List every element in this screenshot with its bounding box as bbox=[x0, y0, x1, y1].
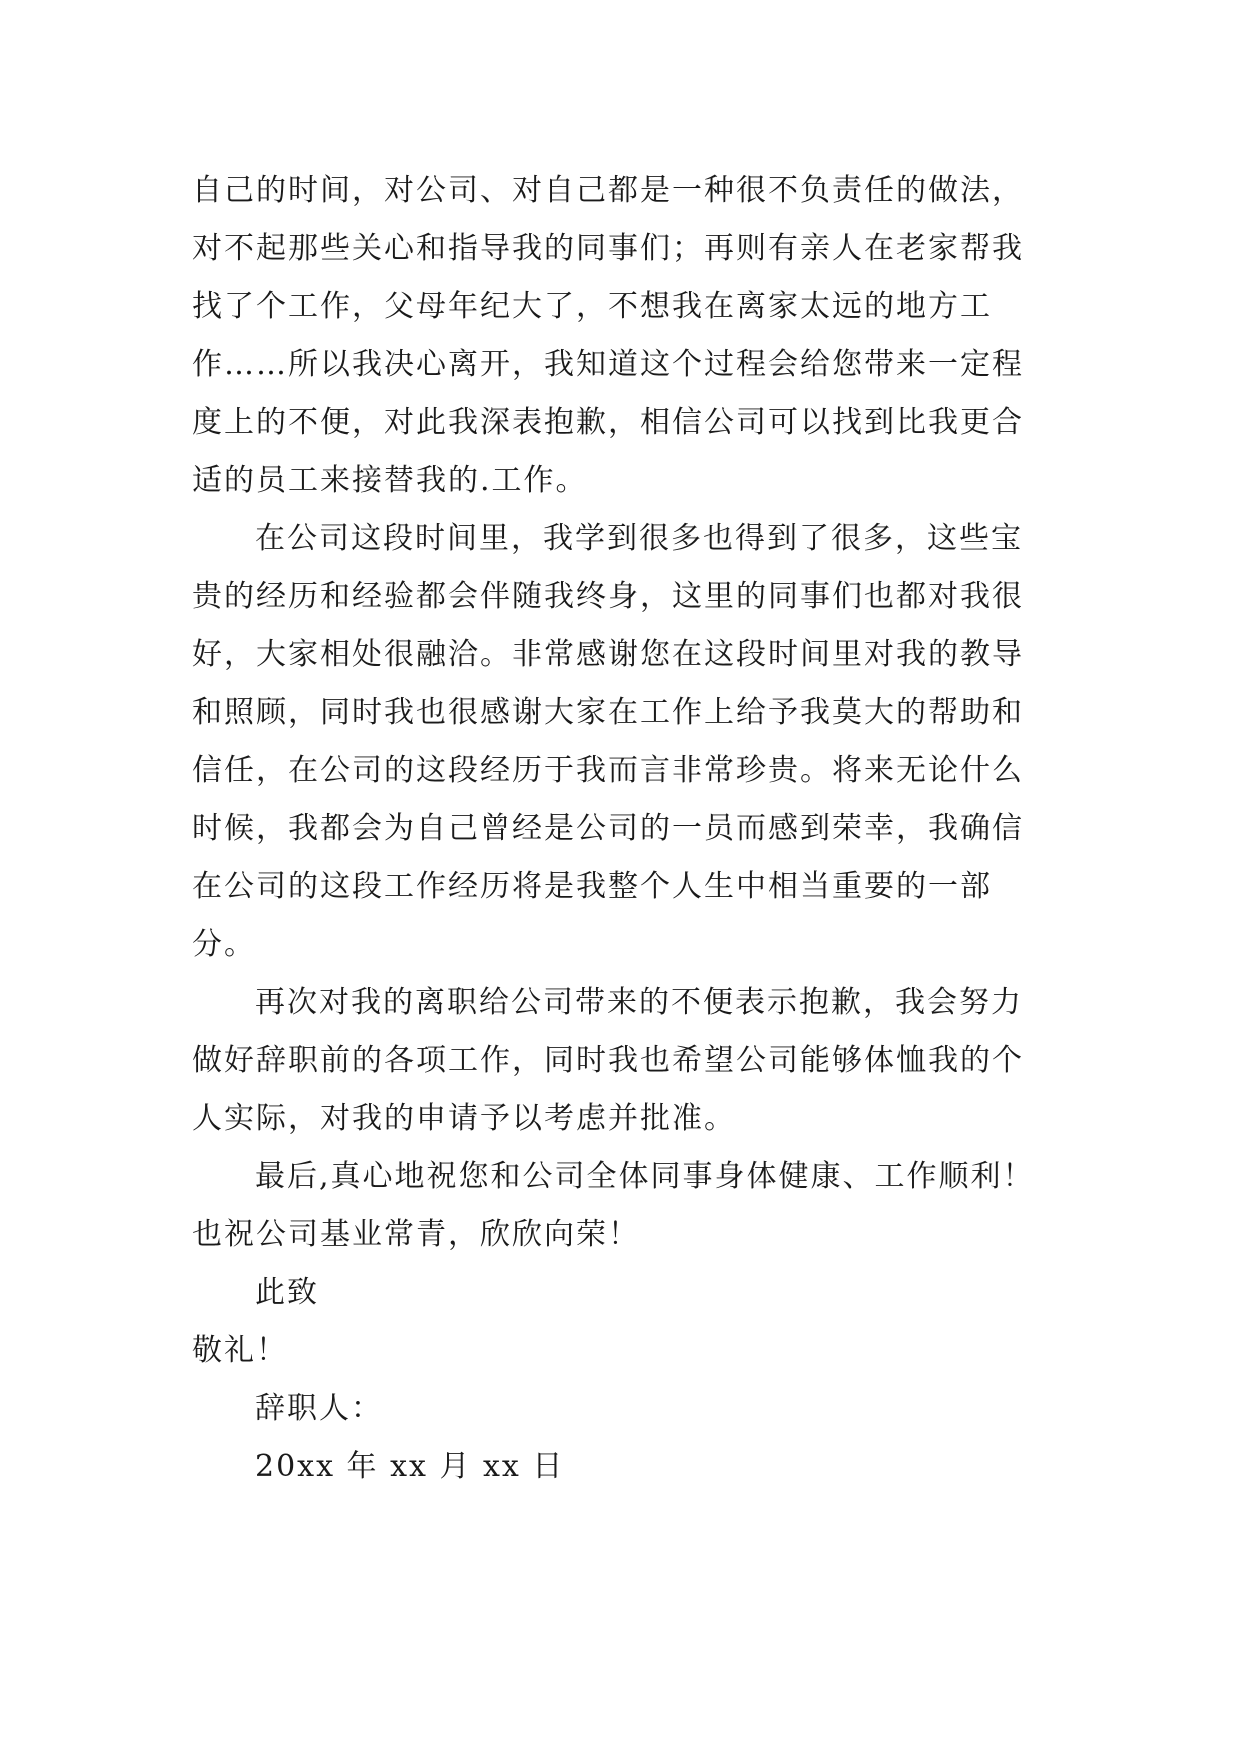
body-line: 和照顾，同时我也很感谢大家在工作上给予我莫大的帮助和 bbox=[192, 695, 1024, 730]
salutation-line: 敬礼！ bbox=[192, 1333, 288, 1368]
body-line: 做好辞职前的各项工作，同时我也希望公司能够体恤我的个 bbox=[192, 1043, 1024, 1078]
salutation-line: 此致 bbox=[255, 1275, 319, 1310]
body-line: 找了个工作，父母年纪大了，不想我在离家太远的地方工 bbox=[192, 289, 992, 324]
body-line: 自己的时间，对公司、对自己都是一种很不负责任的做法， bbox=[192, 173, 1024, 208]
body-line: 分。 bbox=[192, 927, 256, 962]
letter-body bbox=[192, 162, 1062, 1496]
body-line: 贵的经历和经验都会伴随我终身，这里的同事们也都对我很 bbox=[192, 579, 1024, 614]
body-line: 人实际，对我的申请予以考虑并批准。 bbox=[192, 1101, 736, 1136]
closing-wish-line: 最后,真心地祝您和公司全体同事身体健康、工作顺利！ bbox=[255, 1159, 1035, 1194]
signature-line: 辞职人： bbox=[255, 1391, 383, 1426]
date-line: 20xx 年 xx 月 xx 日 bbox=[255, 1449, 565, 1484]
body-line: 作……所以我决心离开，我知道这个过程会给您带来一定程 bbox=[192, 347, 1024, 382]
body-line: 适的员工来接替我的.工作。 bbox=[192, 463, 588, 498]
body-line: 度上的不便，对此我深表抱歉，相信公司可以找到比我更合 bbox=[192, 405, 1024, 440]
body-line: 信任，在公司的这段经历于我而言非常珍贵。将来无论什么 bbox=[192, 753, 1024, 788]
closing-wish-line: 也祝公司基业常青，欣欣向荣！ bbox=[192, 1217, 640, 1252]
paragraph-start-line: 再次对我的离职给公司带来的不便表示抱歉，我会努力 bbox=[255, 985, 1023, 1020]
body-line: 在公司的这段工作经历将是我整个人生中相当重要的一部 bbox=[192, 869, 992, 904]
body-line: 时候，我都会为自己曾经是公司的一员而感到荣幸，我确信 bbox=[192, 811, 1024, 846]
body-line: 好，大家相处很融洽。非常感谢您在这段时间里对我的教导 bbox=[192, 637, 1024, 672]
paragraph-start-line: 在公司这段时间里，我学到很多也得到了很多，这些宝 bbox=[255, 521, 1023, 556]
body-line: 对不起那些关心和指导我的同事们；再则有亲人在老家帮我 bbox=[192, 231, 1024, 266]
